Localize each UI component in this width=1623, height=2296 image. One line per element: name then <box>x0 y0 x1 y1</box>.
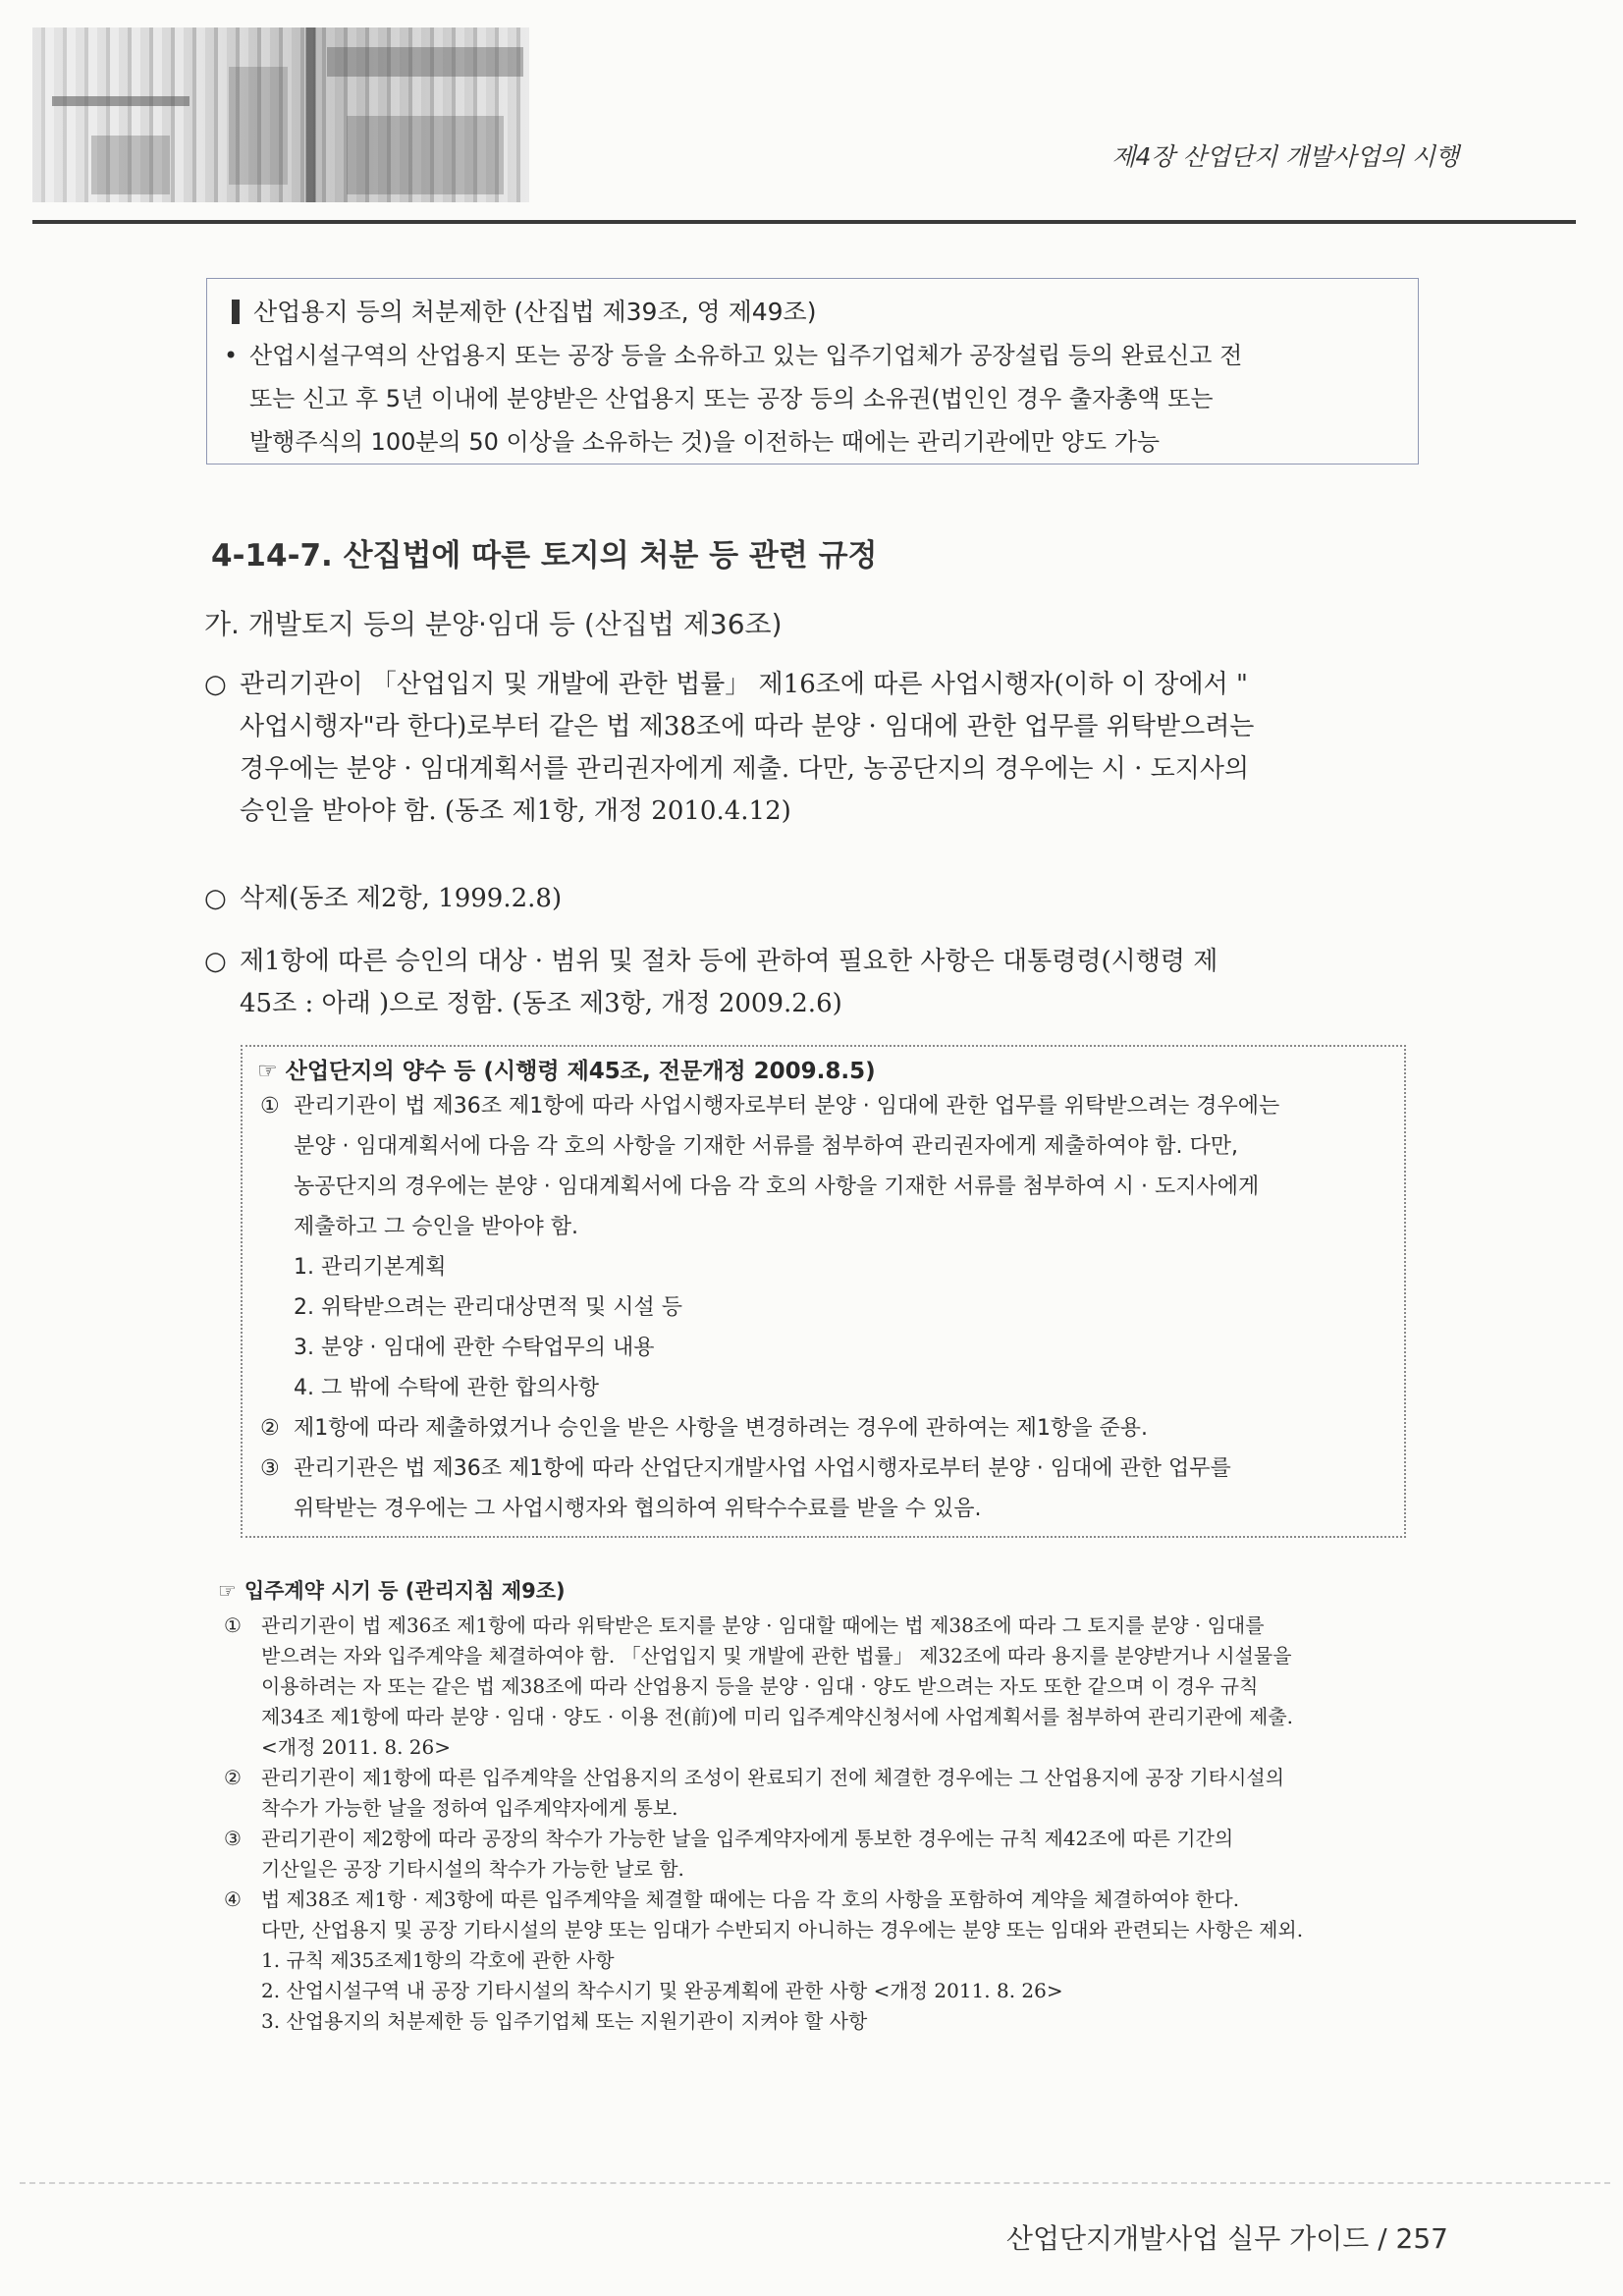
note2-item-1: ① 관리기관이 법 제36조 제1항에 따라 위탁받은 토지를 분양 · 임대할 때에는 법 제38조에 따라 그 토지를 분양 · 임대를 받으려는 자와 입주계약을 체결하여야 함. 「산업입지 및 개발에 관한 법률」 제32조에 따라 용지를 분양받거나 시설물을 이용하려는 자 또는 같은 법 제38조에 따라 산업용지 등을 분양 · 임대 · 양도 받으려는 자도 또한 같으며 이 경우 규칙 제34조 제1항에 따라 분양 · 임대 · 양도 · 이용 전(前)에 미리 입주계약신청서에 사업계획서를 첨부하여 관리기관에 제출. <개정 2011. 8. 26> <box>224 1613 1294 1759</box>
note-body <box>260 1086 1399 1529</box>
paragraph-1: ○ 관리기관이 「산업입지 및 개발에 관한 법률」 제16조에 따른 사업시행자(이하 이 장에서 " 사업시행자"라 한다)로부터 같은 법 제38조에 따라 분양 · 임대에 관한 업무를 위탁받으려는 경우에는 분양 · 임대계획서를 관리권자에게 제출. 다만, 농공단지의 경우에는 시 · 도지사의 승인을 받아야 함. (동조 제1항, 개정 2010.4.12) <box>204 664 1412 833</box>
summary-line: 발행주식의 100분의 50 이상을 소유하는 것)을 이전하는 때에는 관리기관에만 양도 가능 <box>249 428 1161 456</box>
note2-item-3: ③ 관리기관이 제2항에 따라 공장의 착수가 가능한 날을 입주계약자에게 통보한 경우에는 규칙 제42조에 따른 기간의 기산일은 공장 기타시설의 착수가 가능한 날로 함. <box>224 1827 1234 1881</box>
bar-icon <box>232 300 240 324</box>
circle-bullet-icon: ○ <box>204 947 227 976</box>
paragraph-2: ○ 삭제(동조 제2항, 1999.2.8) <box>204 878 1412 920</box>
summary-line: 또는 신고 후 5년 이내에 분양받은 산업용지 또는 공장 등의 소유권(법인인 경우 출자총액 또는 <box>249 385 1214 412</box>
header-photo <box>32 27 529 202</box>
section-heading: 4-14-7. 산집법에 따른 토지의 처분 등 관련 규정 <box>211 538 878 574</box>
summary-body <box>224 334 1397 464</box>
sub-heading: 가. 개발토지 등의 분양·임대 등 (산집법 제36조) <box>204 608 783 640</box>
summary-title: 산업용지 등의 처분제한 (산집법 제39조, 영 제49조) <box>232 293 816 328</box>
pointing-hand-icon: ☞ <box>218 1579 237 1603</box>
bullet-icon: • <box>224 342 239 369</box>
footer-page-label: 산업단지개발사업 실무 가이드 / 257 <box>1005 2222 1448 2255</box>
circle-bullet-icon: ○ <box>204 884 227 913</box>
note-item-1: ① 관리기관이 법 제36조 제1항에 따라 사업시행자로부터 분양 · 임대에 관한 업무를 위탁받으려는 경우에는 분양 · 임대계획서에 다음 각 호의 사항을 기재한 서류를 첨부하여 관리권자에게 제출하여야 함. 다만, 농공단지의 경우에는 분양 · 임대계획서에 다음 각 호의 사항을 기재한 서류를 첨부하여 시 · 도지사에게 제출하고 그 승인을 받아야 함. 1. 관리기본계획 2. 위탁받으려는 관리대상면적 및 시설 등 3. 분양 · 임대에 관한 수탁업무의 내용 4. 그 밖에 수탁에 관한 합의사항 <box>260 1094 1280 1400</box>
note2-item-2: ② 관리기관이 제1항에 따른 입주계약을 산업용지의 조성이 완료되기 전에 체결한 경우에는 그 산업용지에 공장 기타시설의 착수가 가능한 날을 정하여 입주계약자에게 통보. <box>224 1766 1285 1820</box>
header-divider <box>32 220 1576 224</box>
pointing-hand-icon: ☞ <box>257 1059 278 1084</box>
note-title: ☞ 산업단지의 양수 등 (시행령 제45조, 전문개정 2009.8.5) <box>257 1059 876 1084</box>
footer-divider <box>20 2182 1610 2184</box>
note2-item-4: ④ 법 제38조 제1항 · 제3항에 따른 입주계약을 체결할 때에는 다음 각 호의 사항을 포함하여 계약을 체결하여야 한다. 다만, 산업용지 및 공장 기타시설의 분양 또는 임대가 수반되지 아니하는 경우에는 분양 또는 임대와 관련되는 사항은 제외. 1. 규칙 제35조제1항의 각호에 관한 사항 2. 산업시설구역 내 공장 기타시설의 착수시기 및 완공계획에 관한 사항 <개정 2011. 8. 26> 3. 산업용지의 처분제한 등 입주기업체 또는 지원기관이 지켜야 할 사항 <box>224 1887 1304 2033</box>
note-item-2: ② 제1항에 따라 제출하였거나 승인을 받은 사항을 변경하려는 경우에 관하여는 제1항을 준용. <box>260 1416 1148 1441</box>
note-item-3: ③ 관리기관은 법 제36조 제1항에 따라 산업단지개발사업 사업시행자로부터 분양 · 임대에 관한 업무를 위탁받는 경우에는 그 사업시행자와 협의하여 위탁수수료를 받을 수 있음. <box>260 1456 1231 1521</box>
note2-body <box>224 1611 1414 2037</box>
summary-line: 산업시설구역의 산업용지 또는 공장 등을 소유하고 있는 입주기업체가 공장설립 등의 완료신고 전 <box>249 342 1243 369</box>
note2-title: ☞ 입주계약 시기 등 (관리지침 제9조) <box>218 1579 566 1603</box>
chapter-title: 제4장 산업단지 개발사업의 시행 <box>1111 142 1459 171</box>
circle-bullet-icon: ○ <box>204 670 227 699</box>
paragraph-3: ○ 제1항에 따른 승인의 대상 · 범위 및 절차 등에 관하여 필요한 사항은 대통령령(시행령 제 45조 : 아래 )으로 정함. (동조 제3항, 개정 2009.2.6) <box>204 941 1412 1025</box>
